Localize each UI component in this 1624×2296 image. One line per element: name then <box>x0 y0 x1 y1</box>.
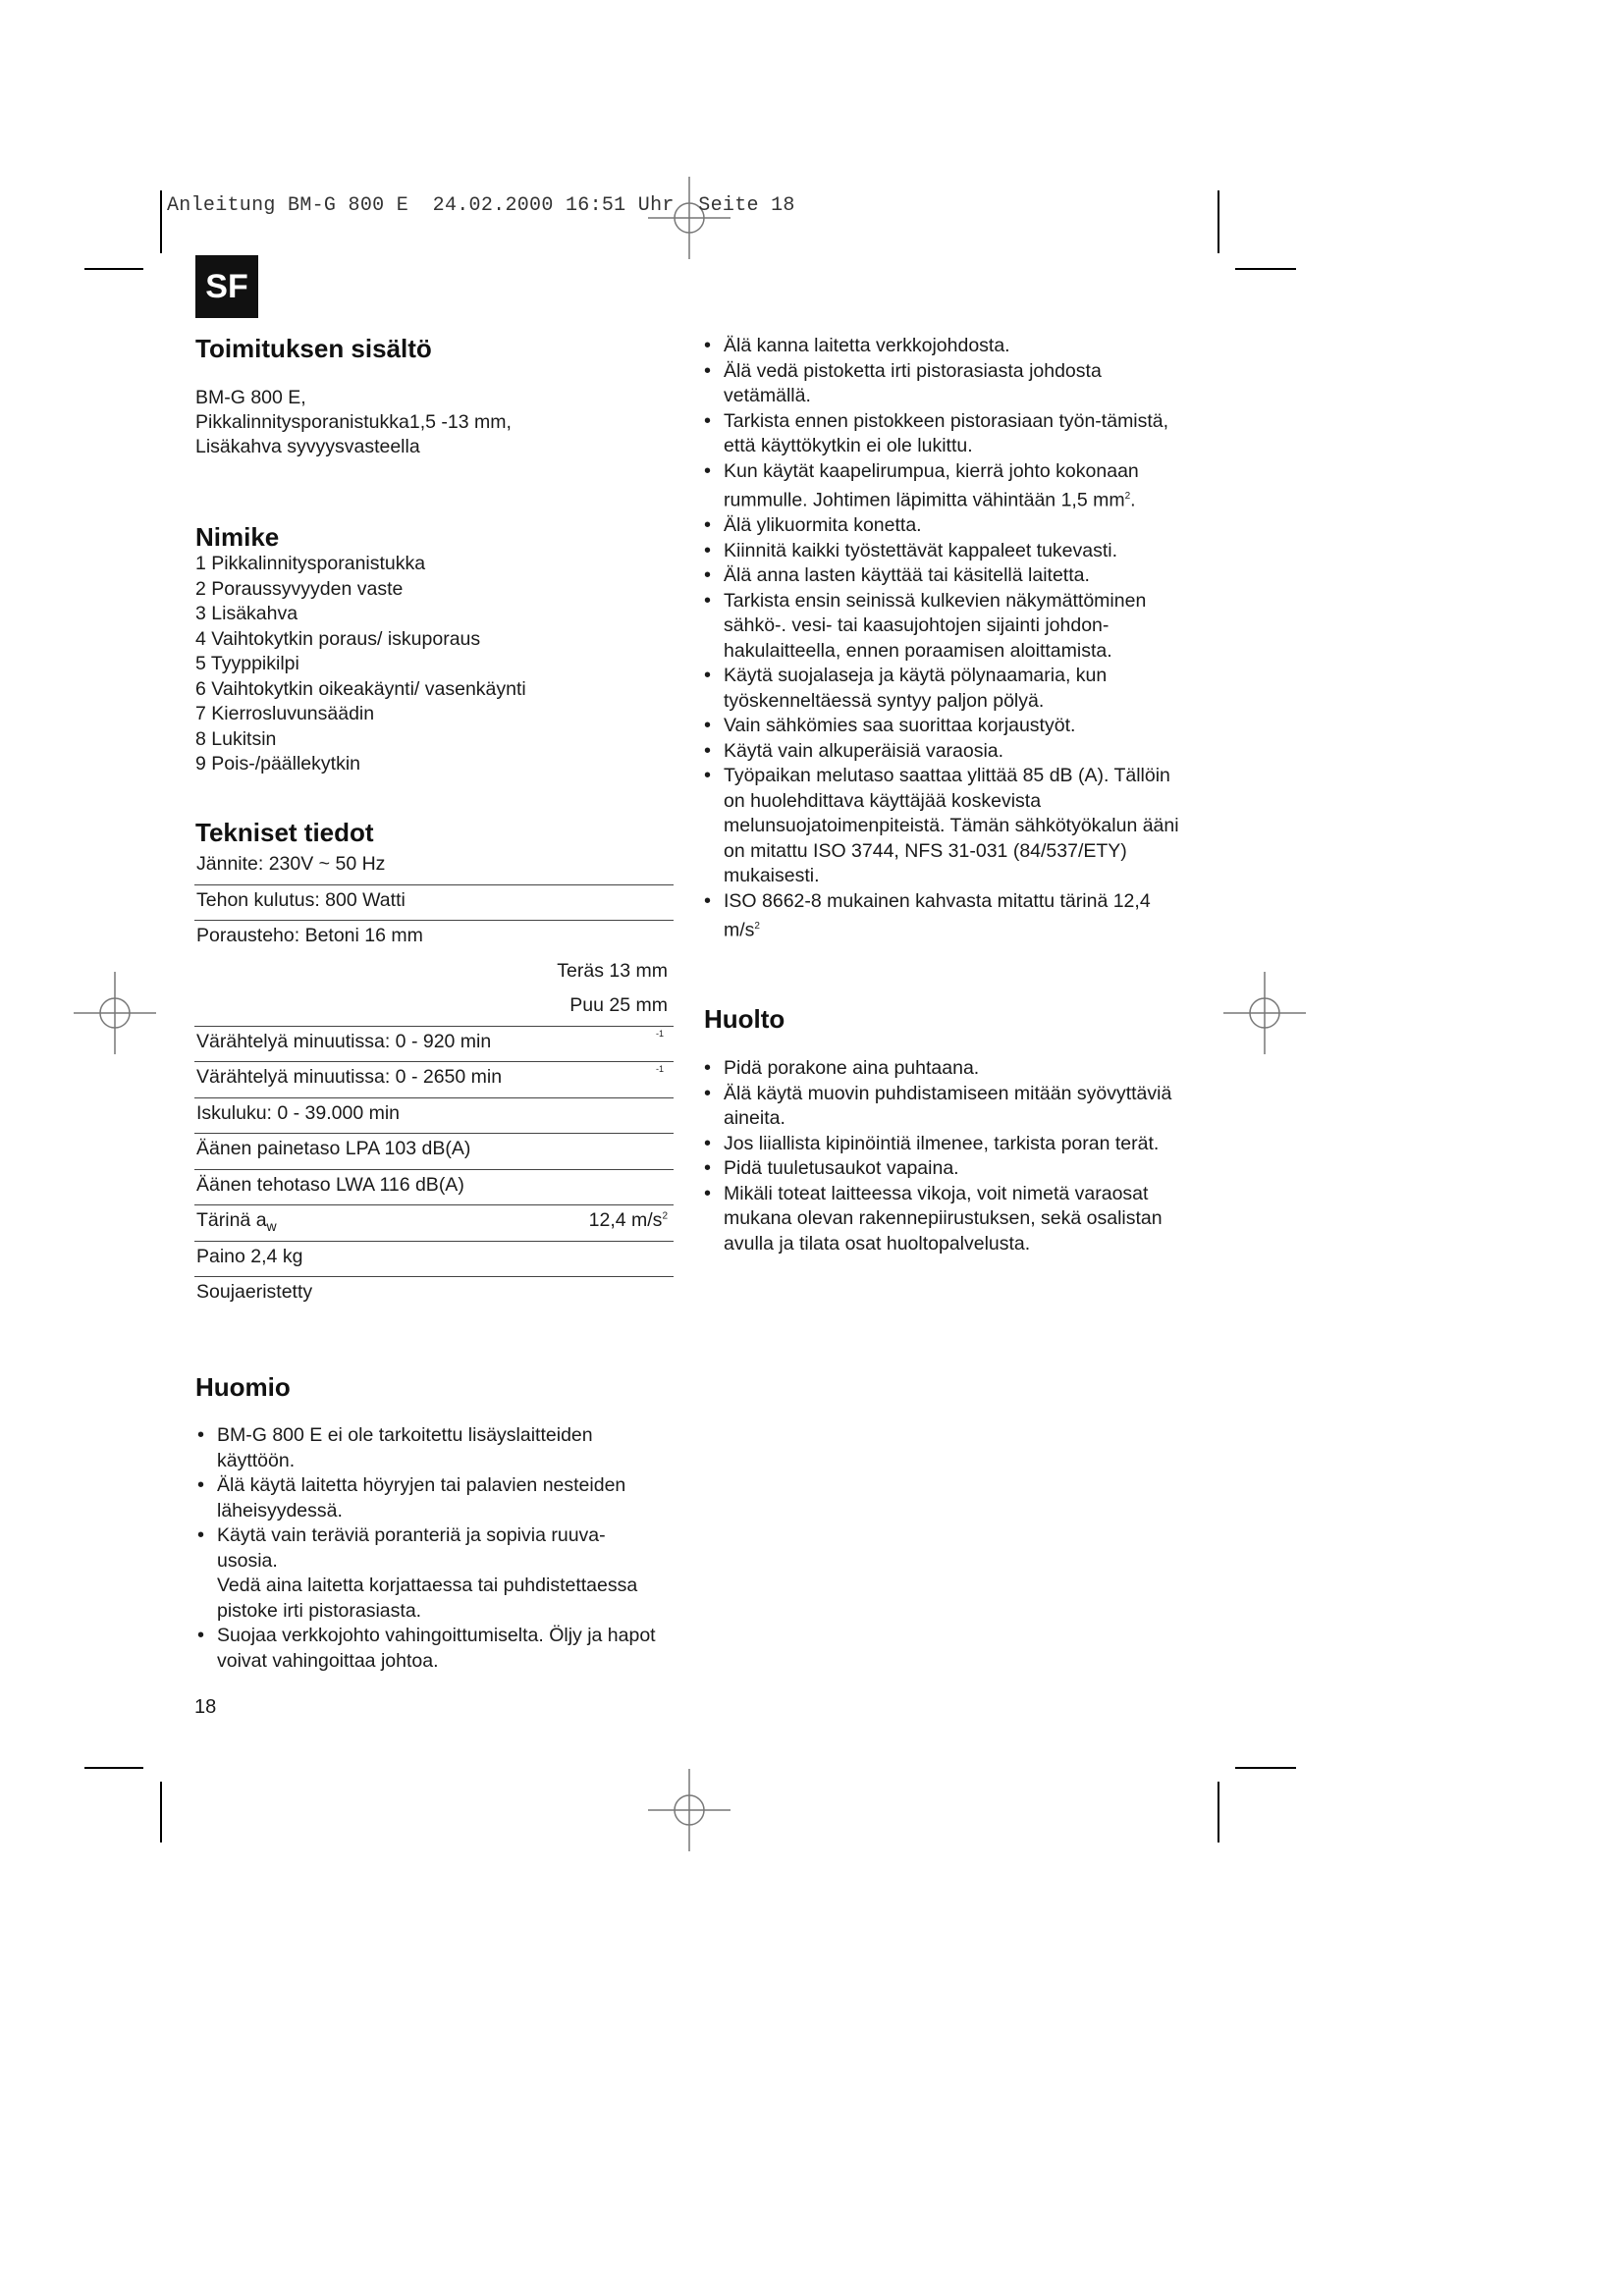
contents-text <box>195 386 512 459</box>
contents-line: Pikkalinnitysporanistukka1,5 -13 mm, <box>195 411 512 433</box>
spec-label: Äänen tehotaso LWA 116 dB(A) <box>196 1173 464 1196</box>
list-item: • Kiinnitä kaikki työstettävät kappaleet tukevasti. <box>702 539 1183 564</box>
spec-superscript: -1 <box>655 1028 664 1039</box>
spec-label: Soujaeristetty <box>196 1281 313 1303</box>
vibration-text: ISO 8662-8 mukainen kahvasta mitattu tärinä 12,4 m/s <box>724 889 1151 941</box>
spec-superscript: -1 <box>655 1064 664 1074</box>
spec-row <box>194 1242 674 1278</box>
spec-value: Teräs 13 mm <box>557 959 668 982</box>
vibration-subscript: w <box>266 1217 277 1234</box>
list-item: • Käytä suojalaseja ja käytä pölynaamaria, kun työskenneltäessä syntyy paljon pölyä. <box>702 664 1183 714</box>
list-item: 9 Pois-/päällekytkin <box>195 753 360 774</box>
crop-mark-left-bottom-horizontal <box>84 1767 143 1769</box>
crop-mark-right-bottom-vertical <box>1218 1782 1219 1842</box>
spec-row <box>194 885 674 922</box>
vibration-value: 12,4 m/s <box>588 1209 663 1231</box>
maintenance-heading: Huolto <box>704 1004 785 1034</box>
list-item: • Älä käytä muovin puhdistamiseen mitään syövyttäviä aineita. <box>702 1082 1183 1132</box>
registration-mark-left <box>74 972 156 1054</box>
list-item: • Vain sähkömies saa suorittaa korjaustyöt. <box>702 714 1183 739</box>
list-item: • Suojaa verkkojohto vahingoittumiselta. Öljy ja hapot voivat vahingoittaa johtoa. <box>195 1624 657 1674</box>
spec-label: Värähtelyä minuutissa: 0 - 2650 min <box>196 1066 503 1088</box>
crop-mark-right-top-vertical <box>1218 190 1219 253</box>
cable-superscript: 2 <box>1124 491 1131 502</box>
contents-heading: Toimituksen sisältö <box>195 334 432 363</box>
spec-label: Jännite: 230V ~ 50 Hz <box>196 853 386 875</box>
list-item: • BM-G 800 E ei ole tarkoitettu lisäyslaitteiden käyttöön. <box>195 1423 657 1473</box>
list-item: Vedä aina laitetta korjattaessa tai puhdistettaessa pistoke irti pistorasiasta. <box>217 1575 638 1622</box>
language-badge: SF <box>195 255 258 318</box>
list-item: 1 Pikkalinnitysporanistukka <box>195 553 426 574</box>
parts-list <box>195 552 526 777</box>
list-item: • Älä käytä laitetta höyryjen tai palavien nesteiden läheisyydessä. <box>195 1473 657 1523</box>
spec-label: Äänen painetaso LPA 103 dB(A) <box>196 1138 471 1159</box>
spec-label: Tehon kulutus: 800 Watti <box>196 888 406 911</box>
spec-value <box>589 1209 668 1232</box>
crop-mark-left-top-horizontal <box>84 268 143 270</box>
spec-label: Iskuluku: 0 - 39.000 min <box>196 1101 401 1124</box>
list-item <box>702 889 1183 944</box>
list-item: • Käytä vain teräviä poranteriä ja sopivia ruuva-usosia. <box>195 1523 657 1574</box>
list-item: • Älä ylikuormita konetta. <box>702 513 1183 539</box>
specs-heading: Tekniset tiedot <box>195 818 374 847</box>
registration-mark-bottom <box>648 1769 731 1851</box>
list-item: 6 Vaihtokytkin oikeakäynti/ vasenkäynti <box>195 677 526 700</box>
crop-mark-right-bottom-horizontal <box>1235 1767 1296 1769</box>
list-item: • Älä vedä pistoketta irti pistorasiasta johdosta vetämällä. <box>702 359 1183 409</box>
safety-list <box>702 334 1183 943</box>
spec-label: Värähtelyä minuutissa: 0 - 920 min <box>196 1030 492 1052</box>
list-item: • Pidä tuuletusaukot vapaina. <box>702 1156 1183 1182</box>
crop-mark-left-bottom-vertical <box>160 1782 162 1842</box>
list-item: • Jos liiallista kipinöintiä ilmenee, tarkista poran terät. <box>702 1132 1183 1157</box>
maintenance-list <box>702 1056 1183 1256</box>
spec-label: Paino 2,4 kg <box>196 1245 303 1267</box>
spec-row <box>194 956 674 991</box>
list-item: • Tarkista ennen pistokkeen pistorasiaan työn-tämistä, että käyttökytkin ei ole lukittu. <box>702 409 1183 459</box>
list-item: 8 Lukitsin <box>195 727 277 750</box>
list-item: • Kun käytät kaapelirumpua, kierrä johto kokonaan rummulle. Johtimen läpimitta vähintään 1,5 $mm^2$. <box>702 459 1183 514</box>
spec-value: Puu 25 mm <box>569 994 668 1016</box>
spec-row <box>194 990 674 1027</box>
list-item: 3 Lisäkahva <box>195 603 298 624</box>
list-item: • Älä kanna laitetta verkkojohdosta. <box>702 334 1183 359</box>
spec-row <box>194 1277 674 1312</box>
spec-row <box>194 1027 674 1063</box>
spec-row <box>194 921 674 956</box>
list-item: • Työpaikan melutaso saattaa ylittää 85 dB (A). Tällöin on huolehdittava käyttäjää koskevista melunsuojatoimenpiteistä. Tämän sähkötyökalun ääni on mitattu ISO 3744, NFS 31-031 (84/537/ETY) mukaisesti. <box>702 764 1183 889</box>
spec-row <box>194 1062 674 1098</box>
specs-table <box>194 849 674 1312</box>
registration-mark-right <box>1223 972 1306 1054</box>
list-item: • Pidä porakone aina puhtaana. <box>702 1056 1183 1082</box>
vibration-superscript: 2 <box>754 921 760 932</box>
parts-heading: Nimike <box>195 522 280 552</box>
print-header: Anleitung BM-G 800 E 24.02.2000 16:51 Uhr Seite 18 <box>167 194 795 217</box>
vibration-label: Tärinä a <box>196 1209 267 1231</box>
spec-row <box>194 1134 674 1170</box>
warnings-list <box>195 1423 657 1674</box>
spec-row <box>194 1098 674 1135</box>
list-item: • Käytä vain alkuperäisiä varaosia. <box>702 739 1183 765</box>
list-item: • Tarkista ensin seinissä kulkevien näkymättöminen sähkö-. vesi- tai kaasujohtojen sijainti johdon-hakulaitteella, ennen poraamisen aloittamista. <box>702 589 1183 665</box>
warnings-heading: Huomio <box>195 1372 291 1402</box>
crop-mark-right-top-horizontal <box>1235 268 1296 270</box>
registration-mark-top <box>648 177 731 259</box>
list-item: • Älä anna lasten käyttää tai käsitellä laitetta. <box>702 563 1183 589</box>
list-item: 2 Poraussyvyyden vaste <box>195 577 404 600</box>
contents-line: BM-G 800 E, <box>195 387 306 408</box>
cable-text: Kun käytät kaapelirumpua, kierrä johto kokonaan rummulle. Johtimen läpimitta vähintään 1,5 mm <box>724 459 1139 511</box>
list-item: 5 Tyyppikilpi <box>195 653 299 674</box>
list-item: • Mikäli toteat laitteessa vikoja, voit nimetä varaosat mukana olevan rakennepiirustuksen, sekä osalistan avulla ja tilata osat huoltopalvelusta. <box>702 1182 1183 1257</box>
list-item: 4 Vaihtokytkin poraus/ iskuporaus <box>195 627 481 650</box>
list-item: 7 Kierrosluvunsäädin <box>195 703 375 724</box>
spec-row <box>194 1205 674 1242</box>
spec-label <box>196 1209 277 1234</box>
spec-row <box>194 849 674 885</box>
page-number: 18 <box>194 1696 217 1718</box>
spec-label: Porausteho: Betoni 16 mm <box>196 925 423 946</box>
vibration-unit-superscript: 2 <box>662 1210 668 1222</box>
contents-line: Lisäkahva syvyysvasteella <box>195 436 420 457</box>
crop-mark-left-top-vertical <box>160 190 162 253</box>
spec-row <box>194 1170 674 1206</box>
